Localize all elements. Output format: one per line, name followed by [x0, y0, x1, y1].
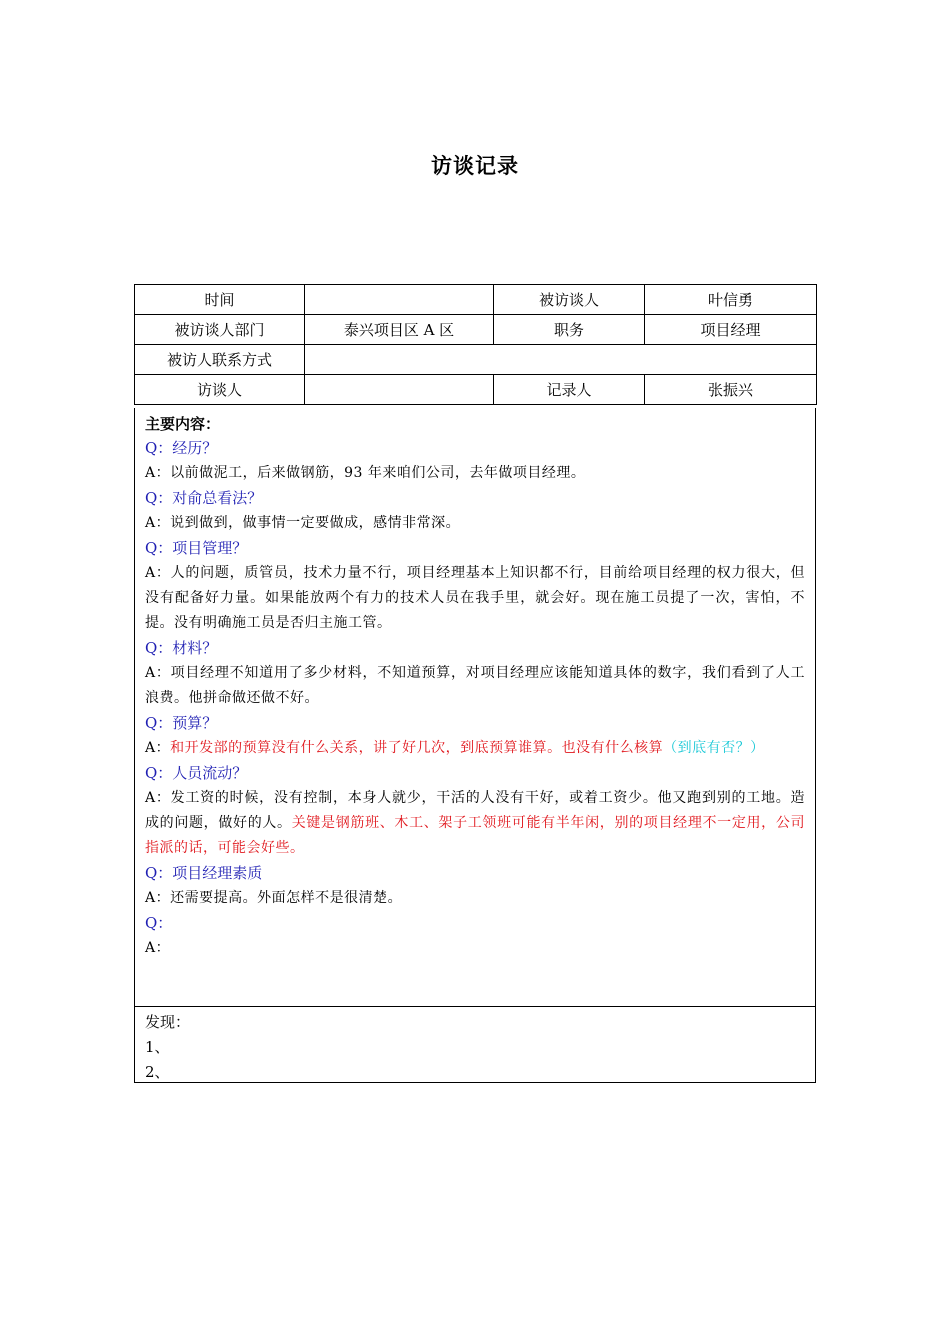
question-5: Q：预算？ [145, 714, 218, 732]
answer-5-highlight: 和开发部的预算没有什么关系，讲了好几次，到底预算谁算。也没有什么核算 [170, 740, 664, 756]
question-7: Q：项目经理素质 [145, 864, 263, 882]
answer-5 [145, 736, 805, 761]
question-3: Q：项目管理？ [145, 539, 248, 557]
interviewer-label: 访谈人 [135, 375, 305, 405]
contact-value [305, 345, 817, 375]
question-1: Q：经历？ [145, 439, 218, 457]
answer-6 [145, 786, 805, 861]
findings-label: 发现： [145, 1013, 191, 1031]
findings-section [134, 1006, 816, 1083]
page-title: 访谈记录 [431, 153, 519, 178]
question-4: Q：材料？ [145, 639, 218, 657]
interviewer-value [305, 375, 494, 405]
recorder-label: 记录人 [494, 375, 645, 405]
main-content [134, 408, 816, 1007]
answer-1: A：以前做泥工，后来做钢筋，93 年来咱们公司，去年做项目经理。 [145, 465, 586, 481]
answer-6-highlight: 关键是钢筋班、木工、架子工领班可能有半年闲，别的项目经理不一定用，公司指派的话，可能会好些。 [145, 815, 806, 856]
question-8: Q： [145, 914, 173, 932]
position-label: 职务 [494, 315, 645, 345]
recorder-value: 张振兴 [645, 375, 817, 405]
time-value [305, 285, 494, 315]
answer-5-note: （到底有否？） [663, 740, 765, 756]
info-table [134, 284, 817, 405]
time-label: 时间 [135, 285, 305, 315]
position-value: 项目经理 [645, 315, 817, 345]
contact-label: 被访人联系方式 [135, 345, 305, 375]
findings-item-2: 2、 [145, 1063, 170, 1081]
findings-item-1: 1、 [145, 1038, 170, 1056]
answer-8: A： [145, 940, 171, 956]
question-6: Q：人员流动？ [145, 764, 248, 782]
dept-value: 泰兴项目区 A 区 [305, 315, 494, 345]
answer-2: A：说到做到，做事情一定要做成，感情非常深。 [145, 515, 461, 531]
interviewee-value: 叶信勇 [645, 285, 817, 315]
answer-3: A：人的问题，质管员，技术力量不行，项目经理基本上知识都不行，目前给项目经理的权力很大，但没有配备好力量。如果能放两个有力的技术人员在我手里，就会好。现在施工员提了一次，害怕，不提。没有明确施工员是否归主施工管。 [145, 565, 805, 631]
question-2: Q：对俞总看法？ [145, 489, 263, 507]
content-heading: 主要内容： [145, 415, 221, 433]
answer-6-text: A：发工资的时候，没有控制，本身人就少，干活的人没有干好，或着工资少。他又跑到别的工地。造成的问题，做好的人。 [145, 790, 805, 831]
answer-7: A：还需要提高。外面怎样不是很清楚。 [145, 890, 403, 906]
interviewee-label: 被访谈人 [494, 285, 645, 315]
answer-5-prefix: A： [145, 740, 171, 756]
dept-label: 被访谈人部门 [135, 315, 305, 345]
answer-4: A：项目经理不知道用了多少材料，不知道预算，对项目经理应该能知道具体的数字，我们看到了人工浪费。他拼命做还做不好。 [145, 665, 805, 706]
